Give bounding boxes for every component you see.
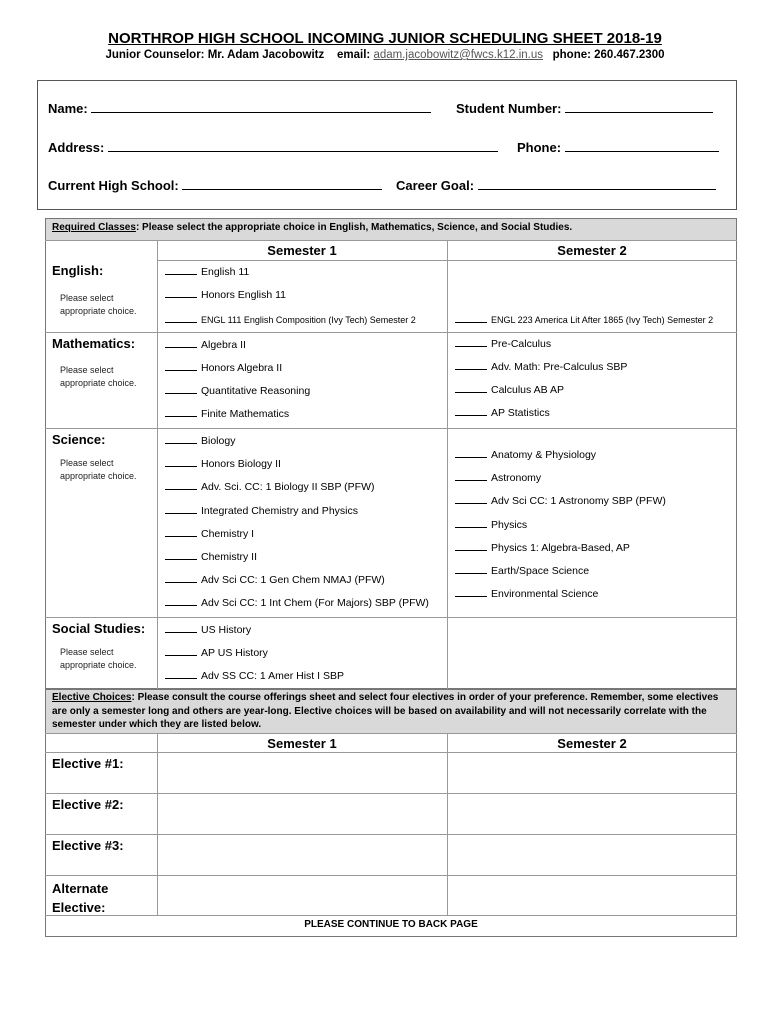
option-finite-mathematics[interactable]: Finite Mathematics xyxy=(165,407,289,420)
student-number-label: Student Number: xyxy=(456,101,562,116)
address-line[interactable] xyxy=(108,139,498,152)
divider xyxy=(447,240,448,689)
option-ap-us-history[interactable]: AP US History xyxy=(165,646,268,659)
option-astronomy[interactable]: Astronomy xyxy=(455,471,541,484)
name-label: Name: xyxy=(48,101,88,116)
email-link[interactable]: adam.jacobowitz@fwcs.k12.in.us xyxy=(373,49,544,61)
phone-label: Phone: xyxy=(517,140,562,155)
option-anatomy-physiology[interactable]: Anatomy & Physiology xyxy=(455,448,596,461)
page-title: NORTHROP HIGH SCHOOL INCOMING JUNIOR SCHEDULING SHEET 2018-19 xyxy=(108,30,662,47)
student-number-field[interactable] xyxy=(456,100,713,116)
divider xyxy=(45,617,737,618)
option-biology[interactable]: Biology xyxy=(165,434,235,447)
science-hint: Please select appropriate choice. xyxy=(60,458,137,481)
elective-semester-1-header: Semester 1 xyxy=(267,736,337,751)
required-classes-header xyxy=(46,219,736,240)
counselor-name: Junior Counselor: Mr. Adam Jacobowitz xyxy=(105,49,325,61)
counselor-contact xyxy=(0,49,770,61)
elective-choices-text: : Please consult the course offerings sheet and select four electives in order of your preference. Remember, some electives are only a semester long and others are year-long. Elective choices will be based on availability and will not necessarily correlate with the semester under which they are listed below. xyxy=(52,692,719,730)
option-environmental-science[interactable]: Environmental Science xyxy=(455,587,598,600)
elective-1-label: Elective #1: xyxy=(52,756,124,771)
divider xyxy=(157,240,158,689)
option-english-11[interactable]: English 11 xyxy=(165,265,249,278)
option-adv-sci-astronomy[interactable]: Adv Sci CC: 1 Astronomy SBP (PFW) xyxy=(455,494,666,507)
elective-choices-header xyxy=(46,690,736,733)
option-chemistry-ii[interactable]: Chemistry II xyxy=(165,550,257,563)
option-quantitative-reasoning[interactable]: Quantitative Reasoning xyxy=(165,384,310,397)
social-studies-label: Social Studies: xyxy=(52,621,146,636)
semester-2-header: Semester 2 xyxy=(557,243,627,258)
option-adv-sci-gen-chem[interactable]: Adv Sci CC: 1 Gen Chem NMAJ (PFW) xyxy=(165,573,385,586)
option-calculus-ab-ap[interactable]: Calculus AB AP xyxy=(455,383,564,396)
option-physics-1-ap[interactable]: Physics 1: Algebra-Based, AP xyxy=(455,541,630,554)
social-studies-hint: Please select appropriate choice. xyxy=(60,647,137,670)
option-chemistry-i[interactable]: Chemistry I xyxy=(165,527,254,540)
option-honors-biology-ii[interactable]: Honors Biology II xyxy=(165,457,281,470)
current-school-line[interactable] xyxy=(182,177,382,190)
english-label: English: xyxy=(52,263,104,278)
elective-2-label: Elective #2: xyxy=(52,797,124,812)
alternate-elective-label: Alternate Elective: xyxy=(52,881,109,915)
mathematics-label: Mathematics: xyxy=(52,336,136,351)
elective-2-sem1-cell[interactable] xyxy=(158,794,446,834)
option-earth-space-science[interactable]: Earth/Space Science xyxy=(455,564,589,577)
career-goal-field[interactable] xyxy=(396,177,716,193)
alternate-elective-sem2-cell[interactable] xyxy=(448,876,736,915)
science-label: Science: xyxy=(52,432,106,447)
alternate-elective-sem1-cell[interactable] xyxy=(158,876,446,915)
option-adv-math-pre-calculus-sbp[interactable]: Adv. Math: Pre-Calculus SBP xyxy=(455,360,627,373)
elective-2-sem2-cell[interactable] xyxy=(448,794,736,834)
semester-1-header: Semester 1 xyxy=(267,243,337,258)
option-engl-111[interactable]: ENGL 111 English Composition (Ivy Tech) Semester 2 xyxy=(165,313,416,325)
current-school-field[interactable] xyxy=(48,177,382,193)
divider xyxy=(45,733,737,734)
option-adv-ss-amer-hist[interactable]: Adv SS CC: 1 Amer Hist I SBP xyxy=(165,669,344,682)
email-label: email: xyxy=(337,49,371,61)
divider xyxy=(45,428,737,429)
mathematics-hint: Please select appropriate choice. xyxy=(60,365,137,388)
option-integrated-chemistry-physics[interactable]: Integrated Chemistry and Physics xyxy=(165,504,358,517)
elective-3-sem1-cell[interactable] xyxy=(158,835,446,875)
divider xyxy=(45,240,737,241)
career-goal-line[interactable] xyxy=(478,177,716,190)
address-field[interactable] xyxy=(48,139,498,155)
elective-1-sem2-cell[interactable] xyxy=(448,753,736,793)
option-ap-statistics[interactable]: AP Statistics xyxy=(455,406,550,419)
required-classes-section xyxy=(45,218,737,689)
career-goal-label: Career Goal: xyxy=(396,178,475,193)
divider xyxy=(45,332,737,333)
elective-3-label: Elective #3: xyxy=(52,838,124,853)
required-classes-text: : Please select the appropriate choice in English, Mathematics, Science, and Social Studies. xyxy=(135,222,573,233)
address-label: Address: xyxy=(48,140,105,155)
english-hint: Please select appropriate choice. xyxy=(60,293,137,316)
continue-footer: PLEASE CONTINUE TO BACK PAGE xyxy=(304,919,478,930)
option-adv-sci-int-chem[interactable]: Adv Sci CC: 1 Int Chem (For Majors) SBP (PFW) xyxy=(165,596,429,609)
phone-field[interactable] xyxy=(517,139,719,155)
option-adv-sci-biology-ii[interactable]: Adv. Sci. CC: 1 Biology II SBP (PFW) xyxy=(165,480,375,493)
elective-1-sem1-cell[interactable] xyxy=(158,753,446,793)
phone-line[interactable] xyxy=(565,139,719,152)
name-line[interactable] xyxy=(91,100,431,113)
counselor-phone: phone: 260.467.2300 xyxy=(552,49,665,61)
option-pre-calculus[interactable]: Pre-Calculus xyxy=(455,337,551,350)
student-number-line[interactable] xyxy=(565,100,713,113)
elective-3-sem2-cell[interactable] xyxy=(448,835,736,875)
option-algebra-ii[interactable]: Algebra II xyxy=(165,338,246,351)
option-honors-english-11[interactable]: Honors English 11 xyxy=(165,288,286,301)
name-field[interactable] xyxy=(48,100,431,116)
option-honors-algebra-ii[interactable]: Honors Algebra II xyxy=(165,361,282,374)
divider xyxy=(45,915,737,916)
current-school-label: Current High School: xyxy=(48,178,179,193)
required-classes-label: Required Classes xyxy=(52,222,136,233)
elective-choices-label: Elective Choices xyxy=(52,692,132,703)
option-physics[interactable]: Physics xyxy=(455,518,527,531)
elective-semester-2-header: Semester 2 xyxy=(557,736,627,751)
option-engl-223[interactable]: ENGL 223 America Lit After 1865 (Ivy Tech) Semester 2 xyxy=(455,313,713,325)
option-us-history[interactable]: US History xyxy=(165,623,251,636)
